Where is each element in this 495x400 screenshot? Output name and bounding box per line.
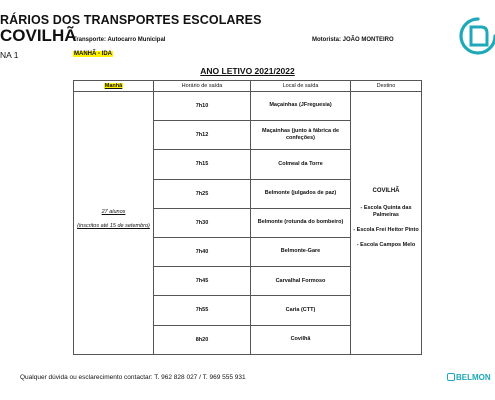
shift-tag: MANHÃ - IDA <box>74 51 112 57</box>
table-row <box>74 92 422 121</box>
brand-mark-icon <box>447 373 455 381</box>
departure-place: Maçainhas (JFreguesia) <box>251 92 351 121</box>
departure-place: Belmonte (rotunda do bombeiro) <box>251 208 351 237</box>
departure-time: 7h12 <box>154 121 251 150</box>
departure-place: Colmeal da Torre <box>251 150 351 179</box>
document-subtitle: COVILHÃ <box>0 26 77 45</box>
document-title: RÁRIOS DOS TRANSPORTES ESCOLARES <box>0 13 262 27</box>
departure-place: Belmonte (julgados de paz) <box>251 179 351 208</box>
footer-contact: Qualquer dúvida ou esclarecimento contactar: T. 962 828 027 / T. 969 555 931 <box>20 374 246 381</box>
departure-time: 7h10 <box>154 92 251 121</box>
departure-time: 7h25 <box>154 179 251 208</box>
departure-place: Belmonte-Gare <box>251 237 351 266</box>
footer-brand <box>447 373 491 382</box>
schedule-table <box>73 80 422 355</box>
departure-place: Caria (CTT) <box>251 296 351 325</box>
destination-school: - Escola Quinta das Palmeiras <box>360 204 412 219</box>
students-count: 27 alunos <box>101 209 126 216</box>
students-note: (inscritos até 15 de setembro) <box>77 222 150 229</box>
departure-time: 7h30 <box>154 208 251 237</box>
students-cell <box>74 92 154 355</box>
destination-cell <box>351 92 422 355</box>
departure-time: 7h15 <box>154 150 251 179</box>
departure-place: Carvalhal Formoso <box>251 267 351 296</box>
destination-school: - Escola Campos Melo <box>356 242 416 249</box>
column-header-shift: Manhã <box>74 81 154 92</box>
footer-brand-text: BELMON <box>456 373 491 382</box>
column-header-time: Horário de saída <box>154 81 251 92</box>
departure-time: 8h20 <box>154 325 251 354</box>
departure-place: Covilhã <box>251 325 351 354</box>
municipality-logo-icon <box>458 16 495 56</box>
departure-time: 7h45 <box>154 267 251 296</box>
column-header-place: Local de saída <box>251 81 351 92</box>
transport-info: Transporte: Autocarro Municipal <box>73 37 166 43</box>
table-header-row <box>74 81 422 92</box>
column-header-destination: Destino <box>351 81 422 92</box>
departure-time: 7h55 <box>154 296 251 325</box>
destination-school: - Escola Frei Heitor Pinto <box>353 227 419 234</box>
driver-info: Motorista: JOÃO MONTEIRO <box>312 37 394 43</box>
page-label: NA 1 <box>0 50 19 60</box>
departure-time: 7h40 <box>154 237 251 266</box>
departure-place: Maçainhas (junto à fábrica de confeções) <box>251 121 351 150</box>
school-year-heading: ANO LETIVO 2021/2022 <box>200 66 295 76</box>
destination-main: COVILHÃ <box>372 188 400 195</box>
